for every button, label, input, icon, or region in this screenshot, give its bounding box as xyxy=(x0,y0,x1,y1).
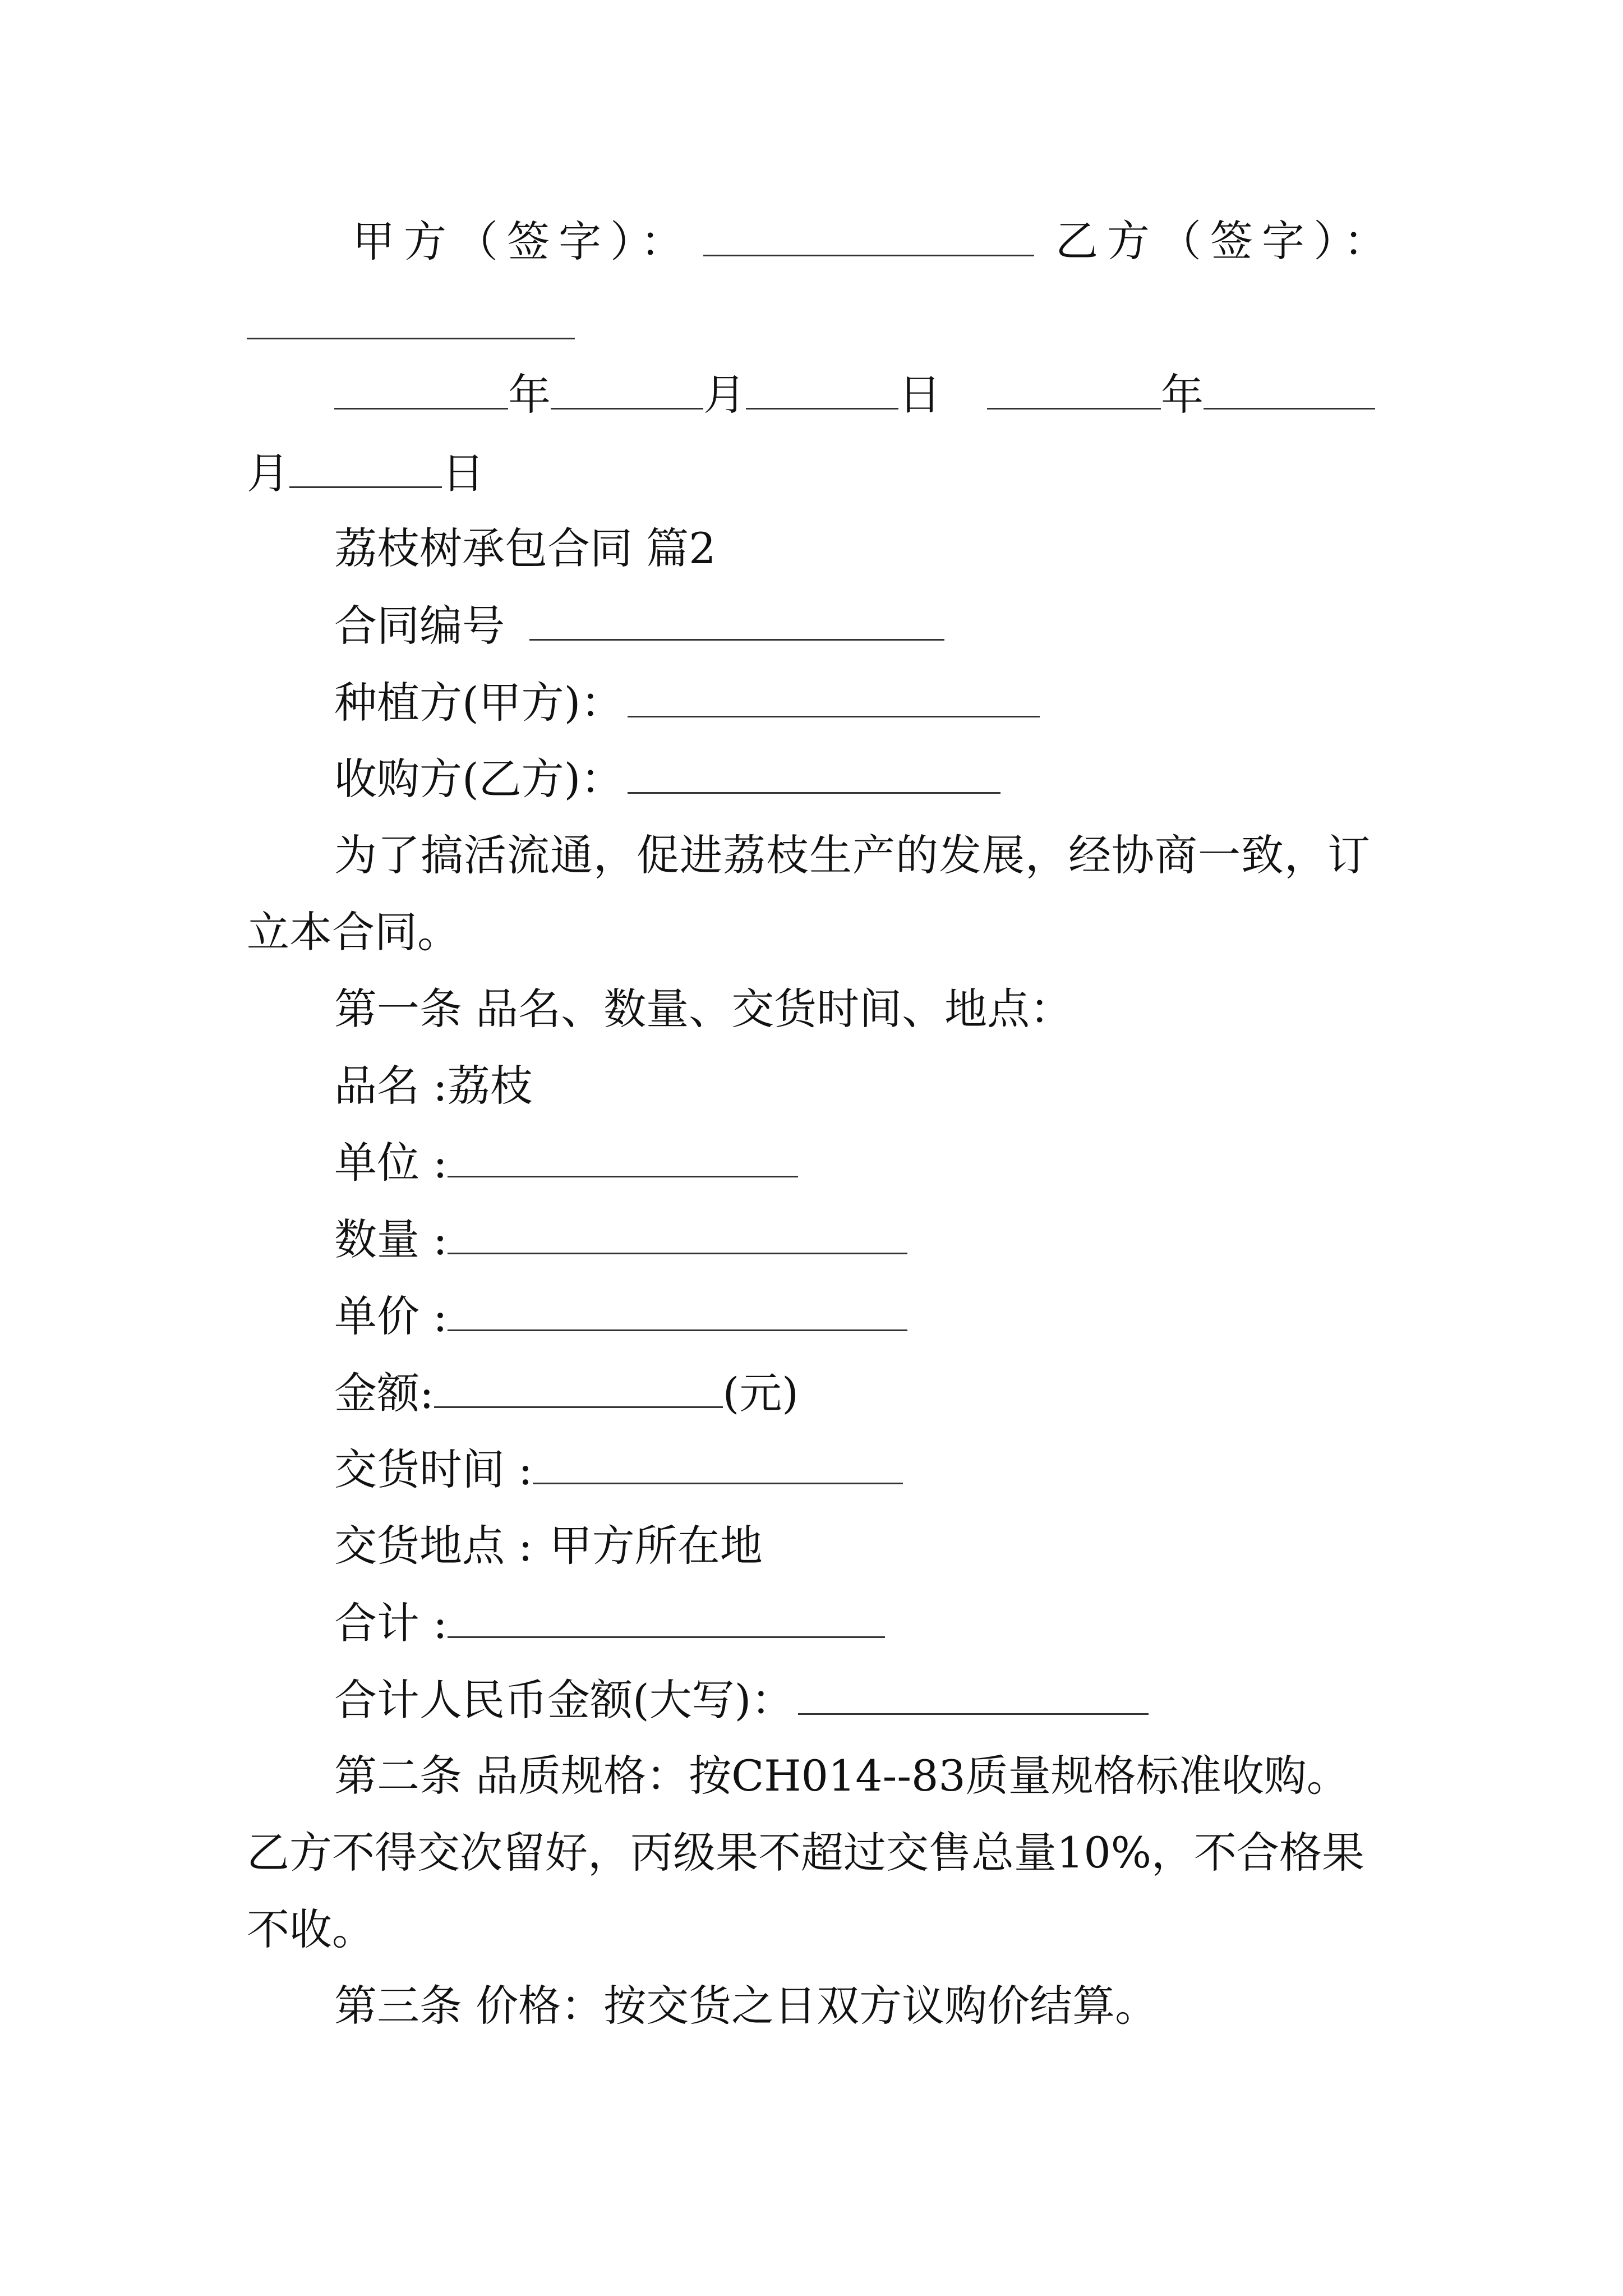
year-label: 年 xyxy=(1161,370,1204,420)
total-rmb-line xyxy=(334,1675,1149,1725)
party-b-signature-line xyxy=(1055,216,1395,266)
planter-label: 种植方(甲方)： xyxy=(334,678,624,728)
amount-label: 金额: xyxy=(334,1368,434,1418)
unit-price-line xyxy=(334,1291,907,1341)
party-a-signature-line xyxy=(352,217,1034,266)
party-b-signature-blank-line xyxy=(247,303,575,346)
year-label: 年 xyxy=(508,370,551,420)
intro-line-1: 为了搞活流通，促进荔枝生产的发展，经协商一致，订 xyxy=(334,830,1371,880)
unit-label: 单位 : xyxy=(334,1138,448,1188)
product-line xyxy=(334,1061,533,1111)
party-b-label: 乙方（签字）： xyxy=(1055,216,1395,266)
party-a-signature-blank xyxy=(703,220,1034,256)
party-a-label: 甲方（签字）： xyxy=(352,217,692,266)
contract-number-line xyxy=(334,601,944,651)
quantity-line xyxy=(334,1214,907,1264)
day-blank xyxy=(746,373,898,409)
total-rmb-label: 合计人民币金额(大写)： xyxy=(334,1675,794,1725)
total-line xyxy=(334,1598,885,1648)
party-b-date-cont xyxy=(247,448,485,498)
intro-line-2: 立本合同。 xyxy=(247,907,460,957)
planter-line xyxy=(334,678,1040,728)
planter-blank xyxy=(628,681,1040,717)
article-2-line-2: 乙方不得交次留好，丙级果不超过交售总量10%，不合格果 xyxy=(247,1828,1364,1878)
buyer-line xyxy=(334,754,1000,804)
unit-line xyxy=(334,1138,798,1188)
day-label: 日 xyxy=(898,370,941,420)
unit-price-blank xyxy=(448,1295,907,1331)
unit-price-label: 单价 : xyxy=(334,1291,448,1341)
delivery-place-label: 交货地点 : xyxy=(334,1521,533,1571)
party-b-date xyxy=(987,370,1375,420)
day-label: 日 xyxy=(442,448,485,498)
party-a-date xyxy=(334,370,941,420)
article-1-title: 第一条 品名、数量、交货时间、地点： xyxy=(334,984,1073,1034)
contract-number-label: 合同编号 xyxy=(334,601,505,651)
article-2-line-3: 不收。 xyxy=(247,1904,375,1954)
total-blank xyxy=(448,1602,885,1638)
delivery-time-line xyxy=(334,1444,903,1494)
delivery-place-value: 甲方所在地 xyxy=(549,1521,763,1571)
month-label: 月 xyxy=(247,448,289,498)
month-blank xyxy=(551,373,703,409)
product-label: 品名 : xyxy=(334,1061,448,1111)
quantity-label: 数量 : xyxy=(334,1214,448,1264)
article-2-line-1: 第二条 品质规格：按CH014--83质量规格标准收购。 xyxy=(334,1751,1349,1801)
day-blank xyxy=(289,452,442,488)
contract-number-blank xyxy=(529,604,944,641)
amount-suffix: (元) xyxy=(722,1368,799,1418)
year-blank xyxy=(334,373,508,409)
amount-blank xyxy=(434,1372,723,1408)
delivery-place-line xyxy=(334,1521,763,1571)
buyer-blank xyxy=(628,757,1000,794)
delivery-time-label: 交货时间 : xyxy=(334,1444,533,1494)
party-b-signature-blank xyxy=(247,303,575,339)
month-label: 月 xyxy=(703,370,746,420)
article-3: 第三条 价格：按交货之日双方议购价结算。 xyxy=(334,1981,1158,2031)
quantity-blank xyxy=(448,1218,907,1254)
buyer-label: 收购方(乙方)： xyxy=(334,754,624,804)
month-blank xyxy=(1204,373,1375,409)
year-blank xyxy=(987,373,1161,409)
product-value: 荔枝 xyxy=(447,1061,533,1111)
total-label: 合计 : xyxy=(334,1598,448,1648)
unit-blank xyxy=(448,1141,798,1177)
amount-line xyxy=(334,1368,799,1418)
total-rmb-blank xyxy=(798,1678,1149,1715)
section-heading: 荔枝树承包合同 篇2 xyxy=(334,523,716,573)
delivery-time-blank xyxy=(533,1448,903,1484)
